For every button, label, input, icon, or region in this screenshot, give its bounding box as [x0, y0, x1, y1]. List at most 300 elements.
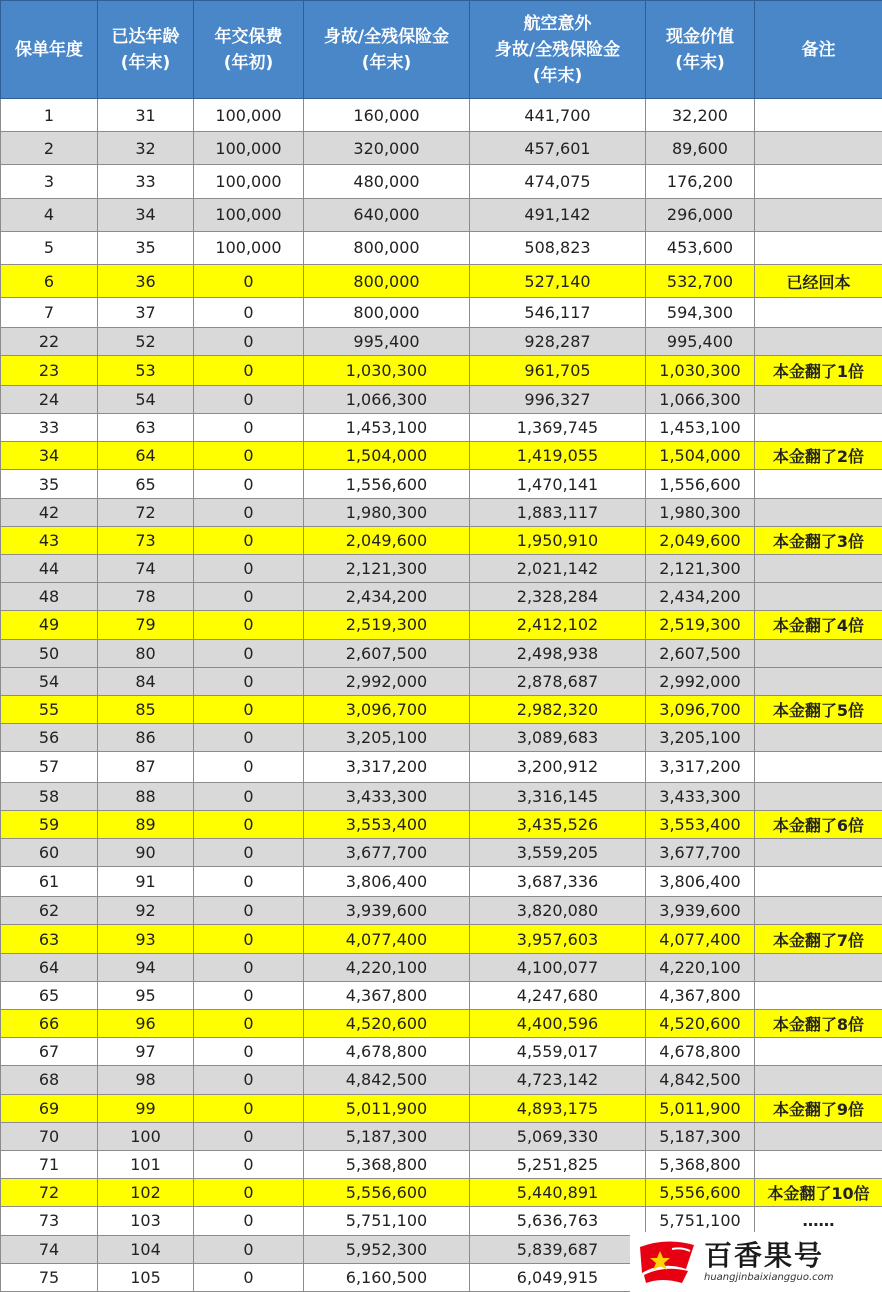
table-cell: 43: [1, 526, 98, 554]
table-cell: 0: [194, 1010, 304, 1038]
table-cell: 75: [1, 1263, 98, 1291]
table-cell: 5: [1, 231, 98, 264]
table-cell: 961,705: [470, 355, 646, 385]
table-cell: 3,089,683: [470, 724, 646, 752]
note-cell: 本金翻了10倍: [755, 1179, 882, 1207]
table-cell: 1,504,000: [646, 442, 755, 470]
table-cell: 3,433,300: [646, 782, 755, 810]
note-cell: [755, 327, 882, 355]
table-cell: 64: [1, 953, 98, 981]
watermark-url: huangjinbaixiangguo.com: [704, 1272, 834, 1283]
table-row: [1, 925, 882, 953]
table-row: [1, 385, 882, 413]
table-cell: 63: [1, 925, 98, 953]
table-cell: 2,049,600: [304, 526, 470, 554]
table-row: [1, 695, 882, 723]
table-cell: 98: [98, 1066, 194, 1094]
table-cell: 2,519,300: [304, 611, 470, 639]
table-cell: 65: [1, 981, 98, 1009]
table-cell: 57: [1, 752, 98, 782]
column-header-line: 航空意外: [523, 13, 592, 34]
note-cell: 本金翻了6倍: [755, 810, 882, 838]
table-row: [1, 99, 882, 132]
table-cell: 35: [98, 231, 194, 264]
table-cell: 3,316,145: [470, 782, 646, 810]
table-cell: 61: [1, 867, 98, 897]
table-cell: 1,419,055: [470, 442, 646, 470]
table-cell: 5,556,600: [646, 1179, 755, 1207]
table-cell: 74: [98, 555, 194, 583]
note-cell: [755, 1150, 882, 1178]
column-header-line: (年末): [675, 52, 725, 73]
column-header-line: 保单年度: [15, 39, 83, 60]
table-cell: 74: [1, 1235, 98, 1263]
table-cell: 1,066,300: [304, 385, 470, 413]
table-cell: 4: [1, 198, 98, 231]
table-cell: 5,011,900: [646, 1094, 755, 1122]
note-cell: [755, 838, 882, 866]
table-cell: 22: [1, 327, 98, 355]
table-row: [1, 981, 882, 1009]
table-cell: 0: [194, 695, 304, 723]
table-cell: 1,556,600: [646, 470, 755, 498]
table-cell: 85: [98, 695, 194, 723]
table-cell: 3,553,400: [304, 810, 470, 838]
note-cell: [755, 981, 882, 1009]
table-cell: 0: [194, 925, 304, 953]
table-cell: 35: [1, 470, 98, 498]
note-cell: [755, 385, 882, 413]
table-cell: 54: [1, 667, 98, 695]
table-cell: 2,519,300: [646, 611, 755, 639]
table-cell: 1,556,600: [304, 470, 470, 498]
table-cell: 0: [194, 981, 304, 1009]
table-cell: 67: [1, 1038, 98, 1066]
table-cell: 508,823: [470, 231, 646, 264]
table-cell: 2,121,300: [646, 555, 755, 583]
table-row: [1, 355, 882, 385]
column-header-line: 现金价值: [666, 26, 734, 47]
table-cell: 3,806,400: [646, 867, 755, 897]
table-row: [1, 442, 882, 470]
note-cell: [755, 198, 882, 231]
note-cell: [755, 498, 882, 526]
table-cell: 3,677,700: [646, 838, 755, 866]
table-cell: 6,049,915: [470, 1263, 646, 1291]
table-cell: 73: [98, 526, 194, 554]
column-header-line: (年末): [120, 52, 171, 73]
table-cell: 6,160,500: [304, 1263, 470, 1291]
table-row: [1, 1038, 882, 1066]
table-cell: 2,992,000: [646, 667, 755, 695]
note-cell: 本金翻了7倍: [755, 925, 882, 953]
table-cell: 0: [194, 611, 304, 639]
table-cell: 4,100,077: [470, 953, 646, 981]
table-cell: 0: [194, 470, 304, 498]
table-cell: 5,751,100: [646, 1207, 755, 1235]
table-cell: 5,368,800: [646, 1150, 755, 1178]
table-cell: 80: [98, 639, 194, 667]
table-cell: 4,220,100: [646, 953, 755, 981]
note-cell: 本金翻了2倍: [755, 442, 882, 470]
table-cell: 1,030,300: [304, 355, 470, 385]
table-cell: 2,982,320: [470, 695, 646, 723]
column-header: [1, 1, 98, 99]
column-header-line: (年初): [223, 52, 274, 73]
table-cell: 1,883,117: [470, 498, 646, 526]
table-cell: 103: [98, 1207, 194, 1235]
table-cell: 68: [1, 1066, 98, 1094]
table-cell: 0: [194, 838, 304, 866]
table-cell: 532,700: [646, 265, 755, 298]
table-cell: 84: [98, 667, 194, 695]
table-cell: 2,021,142: [470, 555, 646, 583]
table-cell: 0: [194, 498, 304, 526]
note-cell: [755, 897, 882, 925]
table-cell: 0: [194, 414, 304, 442]
table-row: [1, 667, 882, 695]
table-cell: 5,440,891: [470, 1179, 646, 1207]
table-cell: 4,893,175: [470, 1094, 646, 1122]
table-row: [1, 526, 882, 554]
table-cell: 95: [98, 981, 194, 1009]
table-cell: 2,434,200: [646, 583, 755, 611]
table-row: [1, 1010, 882, 1038]
table-cell: 69: [1, 1094, 98, 1122]
table-cell: 34: [98, 198, 194, 231]
note-cell: [755, 867, 882, 897]
table-cell: 100,000: [194, 99, 304, 132]
table-cell: 2: [1, 132, 98, 165]
table-cell: 3,433,300: [304, 782, 470, 810]
table-cell: 0: [194, 327, 304, 355]
table-row: [1, 165, 882, 198]
table-row: [1, 583, 882, 611]
column-header: [755, 1, 882, 99]
table-cell: 4,367,800: [646, 981, 755, 1009]
table-cell: 0: [194, 526, 304, 554]
note-cell: [755, 231, 882, 264]
table-cell: 91: [98, 867, 194, 897]
table-cell: 928,287: [470, 327, 646, 355]
table-cell: 4,077,400: [646, 925, 755, 953]
table-cell: 0: [194, 1150, 304, 1178]
table-cell: 995,400: [304, 327, 470, 355]
table-cell: 4,367,800: [304, 981, 470, 1009]
table-cell: 5,556,600: [304, 1179, 470, 1207]
table-cell: 1,980,300: [304, 498, 470, 526]
table-cell: 4,678,800: [304, 1038, 470, 1066]
table-cell: 640,000: [304, 198, 470, 231]
table-cell: 4,520,600: [304, 1010, 470, 1038]
table-cell: 58: [1, 782, 98, 810]
table-cell: 79: [98, 611, 194, 639]
table-cell: 2,412,102: [470, 611, 646, 639]
table-cell: 176,200: [646, 165, 755, 198]
table-cell: 56: [1, 724, 98, 752]
red-ribbon-star-logo-icon: [636, 1239, 698, 1285]
table-cell: 33: [98, 165, 194, 198]
column-header: [646, 1, 755, 99]
table-cell: 3,317,200: [304, 752, 470, 782]
table-cell: 0: [194, 897, 304, 925]
table-cell: 0: [194, 752, 304, 782]
table-row: [1, 498, 882, 526]
table-cell: 474,075: [470, 165, 646, 198]
table-row: [1, 1207, 882, 1235]
table-row: [1, 611, 882, 639]
table-cell: 0: [194, 385, 304, 413]
table-cell: 5,751,100: [304, 1207, 470, 1235]
table-cell: 2,121,300: [304, 555, 470, 583]
table-cell: 441,700: [470, 99, 646, 132]
table-cell: 42: [1, 498, 98, 526]
table-cell: 65: [98, 470, 194, 498]
note-cell: 本金翻了4倍: [755, 611, 882, 639]
table-cell: 97: [98, 1038, 194, 1066]
table-cell: 53: [98, 355, 194, 385]
table-cell: 54: [98, 385, 194, 413]
table-row: [1, 231, 882, 264]
table-cell: 4,678,800: [646, 1038, 755, 1066]
table-cell: 4,842,500: [646, 1066, 755, 1094]
note-cell: ……: [755, 1207, 882, 1235]
table-row: [1, 752, 882, 782]
table-cell: 0: [194, 953, 304, 981]
table-cell: 4,400,596: [470, 1010, 646, 1038]
watermark-name: 百香果号: [704, 1239, 825, 1272]
table-cell: 3,205,100: [304, 724, 470, 752]
table-cell: 491,142: [470, 198, 646, 231]
table-cell: 55: [1, 695, 98, 723]
table-cell: 87: [98, 752, 194, 782]
table-cell: 5,251,825: [470, 1150, 646, 1178]
table-cell: 0: [194, 1235, 304, 1263]
table-cell: 78: [98, 583, 194, 611]
table-cell: 89: [98, 810, 194, 838]
table-cell: 100,000: [194, 165, 304, 198]
table-cell: 33: [1, 414, 98, 442]
table-cell: 0: [194, 583, 304, 611]
table-cell: 59: [1, 810, 98, 838]
table-row: [1, 265, 882, 298]
table-cell: 1,369,745: [470, 414, 646, 442]
table-cell: 72: [98, 498, 194, 526]
table-cell: 1,504,000: [304, 442, 470, 470]
table-cell: 105: [98, 1263, 194, 1291]
table-cell: 1,950,910: [470, 526, 646, 554]
table-row: [1, 782, 882, 810]
table-cell: 2,498,938: [470, 639, 646, 667]
table-cell: 0: [194, 355, 304, 385]
table-cell: 5,187,300: [646, 1122, 755, 1150]
table-cell: 92: [98, 897, 194, 925]
table-cell: 0: [194, 810, 304, 838]
table-cell: 5,011,900: [304, 1094, 470, 1122]
table-row: [1, 1094, 882, 1122]
note-cell: [755, 555, 882, 583]
table-cell: 2,328,284: [470, 583, 646, 611]
table-row: [1, 1179, 882, 1207]
watermark: [630, 1232, 882, 1292]
note-cell: 本金翻了5倍: [755, 695, 882, 723]
table-cell: 0: [194, 1263, 304, 1291]
table-cell: 5,952,300: [304, 1235, 470, 1263]
table-cell: 3,559,205: [470, 838, 646, 866]
table-cell: 1,030,300: [646, 355, 755, 385]
table-cell: 34: [1, 442, 98, 470]
table-row: [1, 327, 882, 355]
table-cell: 0: [194, 667, 304, 695]
table-row: [1, 867, 882, 897]
table-row: [1, 897, 882, 925]
table-row: [1, 555, 882, 583]
table-cell: 3,939,600: [646, 897, 755, 925]
table-cell: 3,205,100: [646, 724, 755, 752]
table-row: [1, 1066, 882, 1094]
table-cell: 546,117: [470, 298, 646, 327]
table-cell: 100,000: [194, 132, 304, 165]
table-cell: 94: [98, 953, 194, 981]
table-cell: 60: [1, 838, 98, 866]
table-cell: 3,553,400: [646, 810, 755, 838]
table-row: [1, 639, 882, 667]
table-cell: 800,000: [304, 231, 470, 264]
table-cell: 62: [1, 897, 98, 925]
table-cell: 4,723,142: [470, 1066, 646, 1094]
table-row: [1, 1150, 882, 1178]
table-cell: 0: [194, 555, 304, 583]
table-cell: 71: [1, 1150, 98, 1178]
table-cell: 24: [1, 385, 98, 413]
note-cell: [755, 1038, 882, 1066]
note-cell: [755, 667, 882, 695]
note-cell: [755, 99, 882, 132]
table-row: [1, 132, 882, 165]
table-cell: 63: [98, 414, 194, 442]
table-cell: 73: [1, 1207, 98, 1235]
table-cell: 0: [194, 1179, 304, 1207]
table-cell: 104: [98, 1235, 194, 1263]
table-cell: 2,434,200: [304, 583, 470, 611]
table-cell: 3,820,080: [470, 897, 646, 925]
table-cell: 99: [98, 1094, 194, 1122]
table-cell: 3,317,200: [646, 752, 755, 782]
table-cell: 800,000: [304, 298, 470, 327]
table-cell: 3,096,700: [304, 695, 470, 723]
table-cell: 89,600: [646, 132, 755, 165]
table-cell: 320,000: [304, 132, 470, 165]
note-cell: [755, 639, 882, 667]
table-cell: 527,140: [470, 265, 646, 298]
note-cell: [755, 752, 882, 782]
table-cell: 102: [98, 1179, 194, 1207]
table-cell: 2,607,500: [646, 639, 755, 667]
table-cell: 0: [194, 1122, 304, 1150]
note-cell: [755, 470, 882, 498]
note-cell: [755, 132, 882, 165]
column-header-line: 身故/全残保险金: [494, 39, 621, 60]
column-header: [470, 1, 646, 99]
table-cell: 0: [194, 639, 304, 667]
note-cell: 本金翻了1倍: [755, 355, 882, 385]
column-header-line: 身故/全残保险金: [323, 26, 450, 47]
table-cell: 1,470,141: [470, 470, 646, 498]
table-cell: 86: [98, 724, 194, 752]
table-cell: 4,559,017: [470, 1038, 646, 1066]
note-cell: [755, 583, 882, 611]
table-cell: 49: [1, 611, 98, 639]
table-cell: 3,435,526: [470, 810, 646, 838]
note-cell: 本金翻了9倍: [755, 1094, 882, 1122]
table-cell: 0: [194, 265, 304, 298]
table-row: [1, 298, 882, 327]
table-cell: 64: [98, 442, 194, 470]
table-row: [1, 838, 882, 866]
table-cell: 0: [194, 867, 304, 897]
table-cell: 0: [194, 298, 304, 327]
table-cell: 4,220,100: [304, 953, 470, 981]
table-cell: 100: [98, 1122, 194, 1150]
column-header: [304, 1, 470, 99]
table-cell: 7: [1, 298, 98, 327]
table-cell: 3,687,336: [470, 867, 646, 897]
table-cell: 37: [98, 298, 194, 327]
table-cell: 70: [1, 1122, 98, 1150]
table-cell: 0: [194, 1066, 304, 1094]
column-header-line: 年交保费: [214, 26, 283, 47]
table-cell: 52: [98, 327, 194, 355]
table-cell: 1,453,100: [646, 414, 755, 442]
table-cell: 72: [1, 1179, 98, 1207]
table-cell: 44: [1, 555, 98, 583]
table-cell: 800,000: [304, 265, 470, 298]
table-cell: 4,520,600: [646, 1010, 755, 1038]
note-cell: 已经回本: [755, 265, 882, 298]
note-cell: [755, 165, 882, 198]
table-body: [1, 99, 882, 1292]
table-cell: 0: [194, 782, 304, 810]
table-cell: 3,939,600: [304, 897, 470, 925]
table-cell: 90: [98, 838, 194, 866]
table-cell: 457,601: [470, 132, 646, 165]
table-cell: 160,000: [304, 99, 470, 132]
table-cell: 0: [194, 1038, 304, 1066]
note-cell: 本金翻了8倍: [755, 1010, 882, 1038]
table-cell: 0: [194, 1207, 304, 1235]
table-cell: 1,453,100: [304, 414, 470, 442]
table-cell: 0: [194, 1094, 304, 1122]
column-header: [194, 1, 304, 99]
table-cell: 0: [194, 442, 304, 470]
note-cell: [755, 414, 882, 442]
table-cell: 5,839,687: [470, 1235, 646, 1263]
table-cell: 1: [1, 99, 98, 132]
table-cell: 66: [1, 1010, 98, 1038]
table-cell: 3,200,912: [470, 752, 646, 782]
table-cell: 5,069,330: [470, 1122, 646, 1150]
table-cell: 2,607,500: [304, 639, 470, 667]
table-cell: 3: [1, 165, 98, 198]
table-cell: 3,957,603: [470, 925, 646, 953]
table-row: [1, 198, 882, 231]
table-cell: 100,000: [194, 198, 304, 231]
column-header-line: 已达年龄: [111, 26, 180, 47]
table-cell: 4,077,400: [304, 925, 470, 953]
table-cell: 100,000: [194, 231, 304, 264]
table-cell: 88: [98, 782, 194, 810]
table-cell: 0: [194, 724, 304, 752]
